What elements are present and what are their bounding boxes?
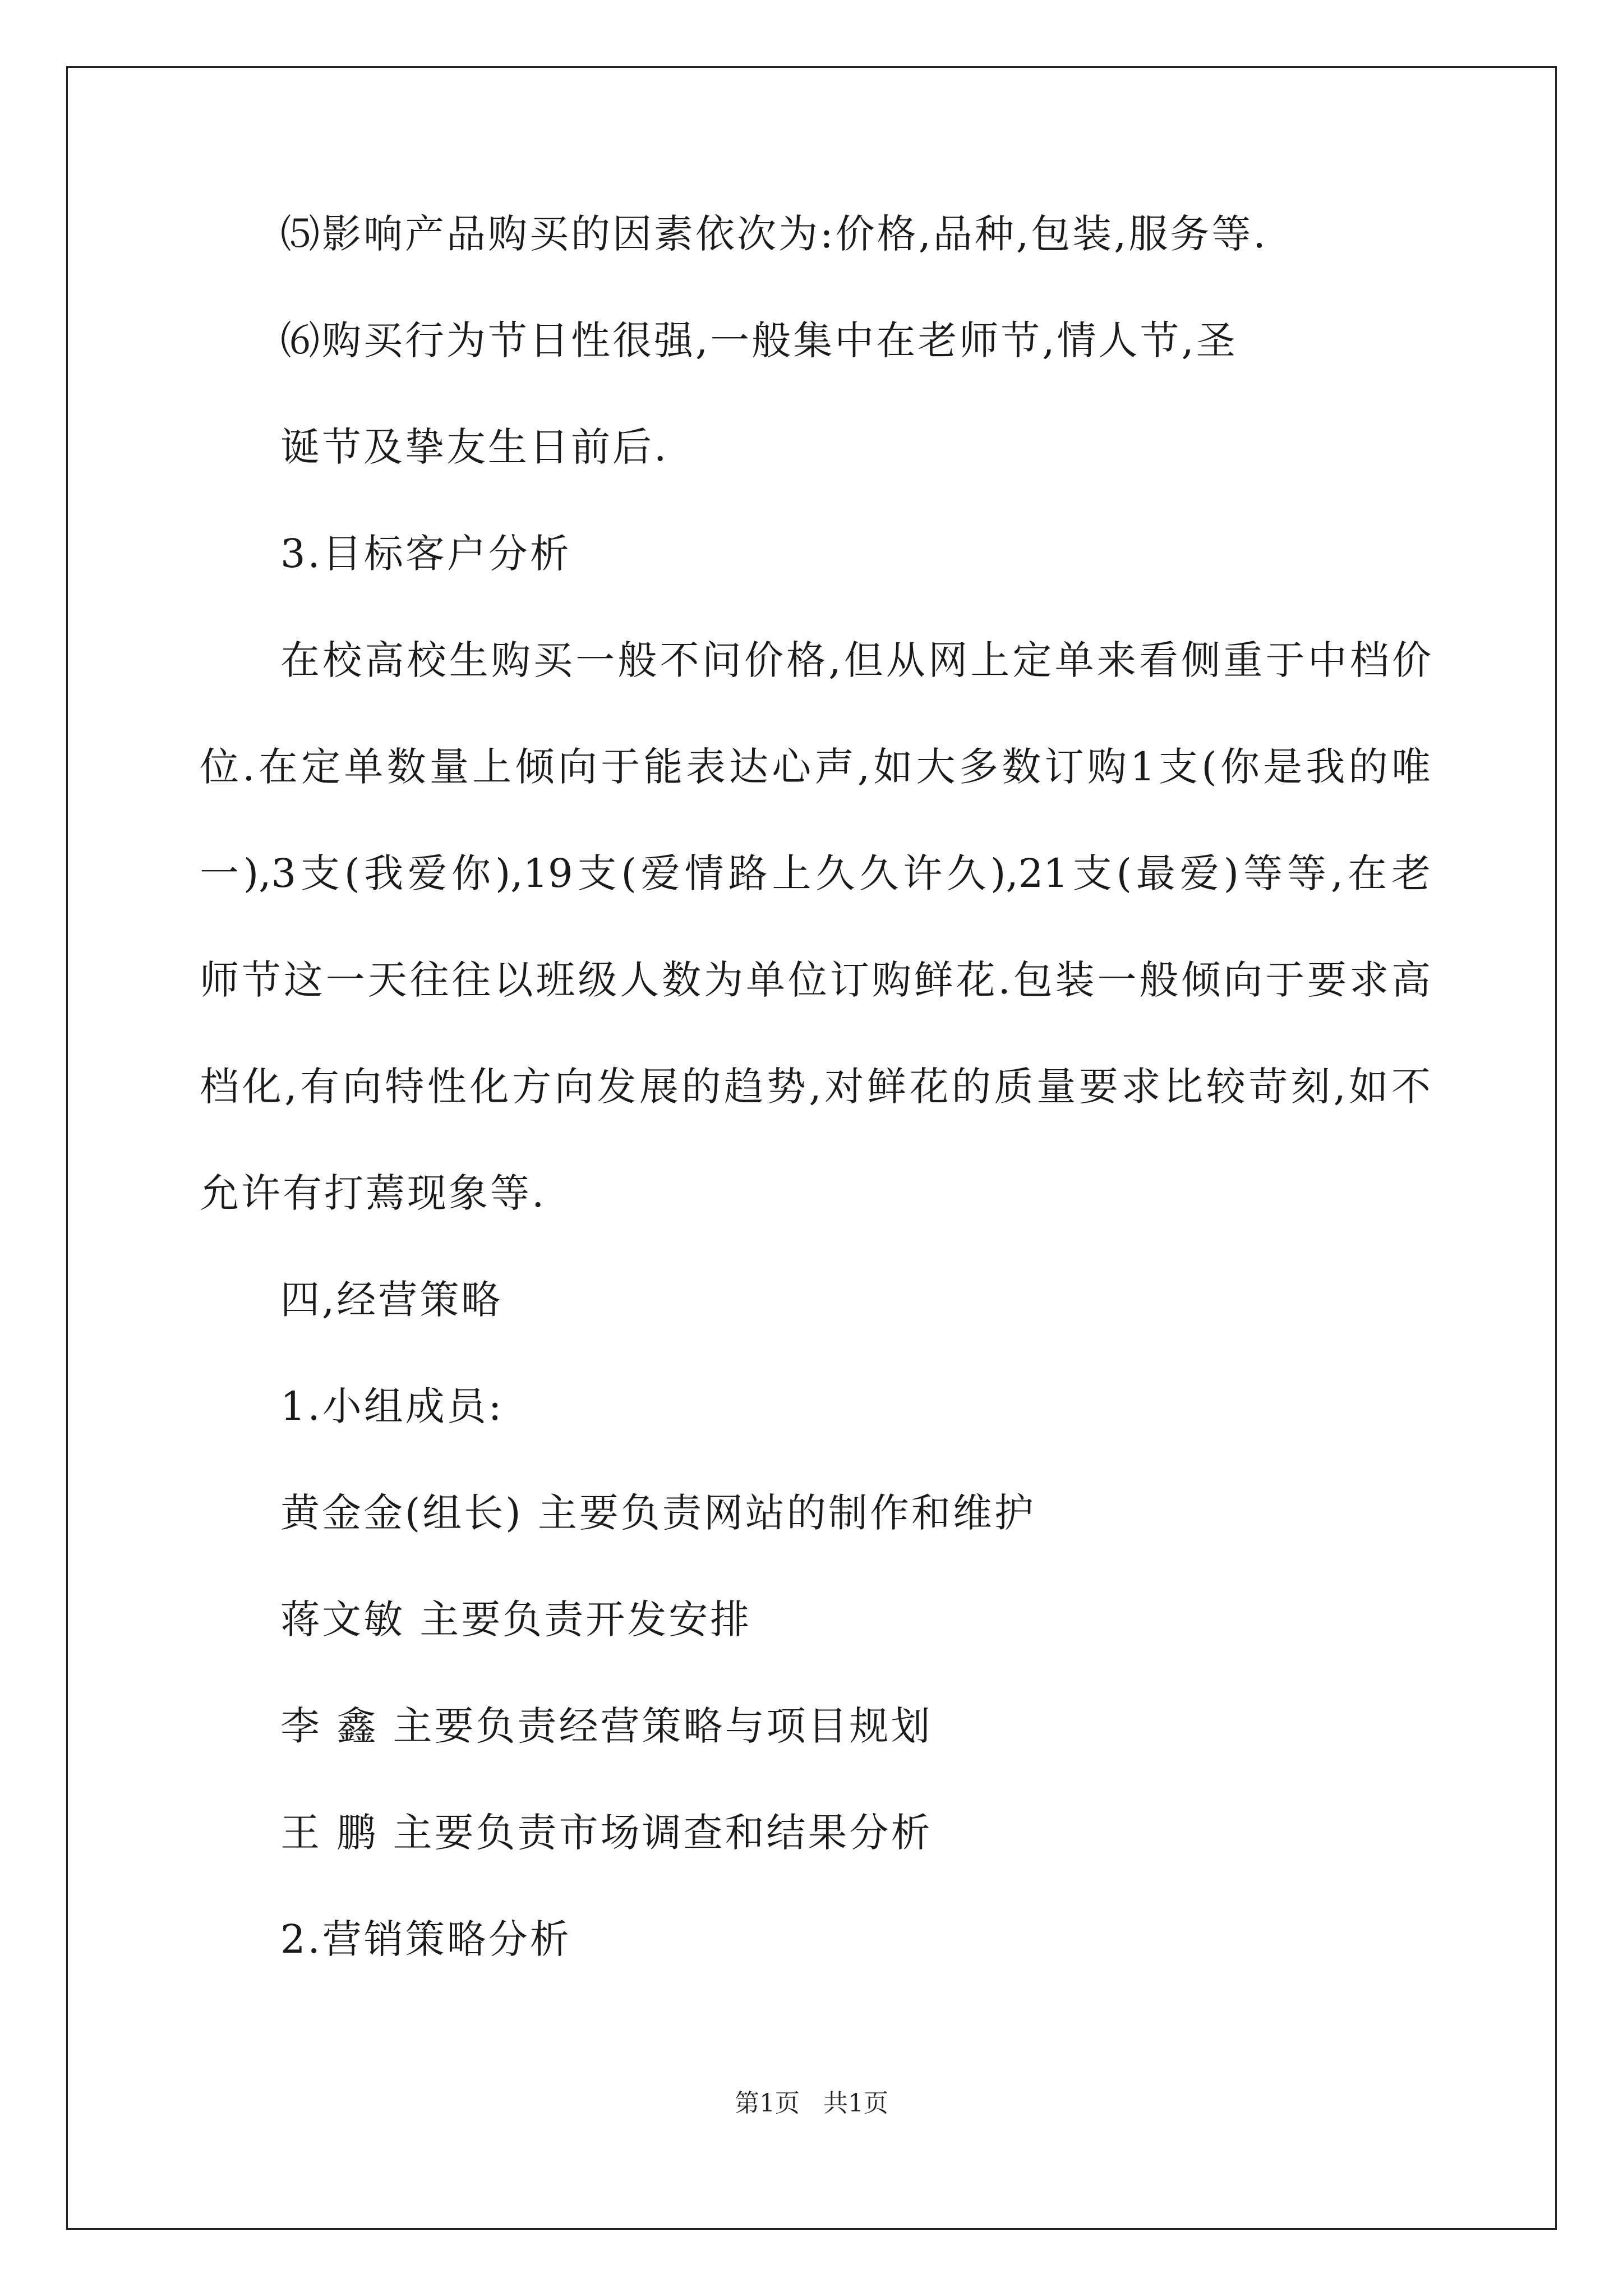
subheading-team-members: 1.小组成员:: [280, 1383, 504, 1429]
section-heading-target-customer: 3.目标客户分析: [280, 531, 571, 577]
text-line-1: ⑸影响产品购买的因素依次为:价格,品种,包装,服务等.: [280, 211, 1268, 257]
text-line-5: 在校高校生购买一般不问价格,但从网上定单来看侧重于中档价: [280, 637, 1431, 683]
text-line-8: 师节这一天往往以班级人数为单位订购鲜花.包装一般倾向于要求高: [200, 957, 1431, 1003]
member-line-1: 黄金金(组长) 主要负责网站的制作和维护: [280, 1490, 1036, 1536]
text-line-2: ⑹购买行为节日性很强,一般集中在老师节,情人节,圣: [280, 318, 1238, 364]
member-line-2: 蒋文敏 主要负责开发安排: [280, 1596, 752, 1642]
page-footer: 第1页 共1页: [735, 2089, 888, 2118]
text-line-3: 诞节及挚友生日前后.: [280, 424, 669, 470]
text-line-6: 位.在定单数量上倾向于能表达心声,如大多数订购1支(你是我的唯: [200, 744, 1431, 790]
text-line-7: 一),3支(我爱你),19支(爱情路上久久许久),21支(最爱)等等,在老: [200, 850, 1431, 896]
section-heading-strategy: 四,经营策略: [280, 1277, 503, 1323]
member-line-4: 王 鹏 主要负责市场调查和结果分析: [280, 1810, 933, 1856]
member-line-3: 李 鑫 主要负责经营策略与项目规划: [280, 1703, 933, 1749]
page-border: [66, 66, 1557, 2230]
text-line-10: 允许有打蔫现象等.: [200, 1170, 547, 1216]
subheading-marketing-strategy: 2.营销策略分析: [280, 1916, 571, 1962]
text-line-9: 档化,有向特性化方向发展的趋势,对鲜花的质量要求比较苛刻,如不: [200, 1064, 1431, 1110]
